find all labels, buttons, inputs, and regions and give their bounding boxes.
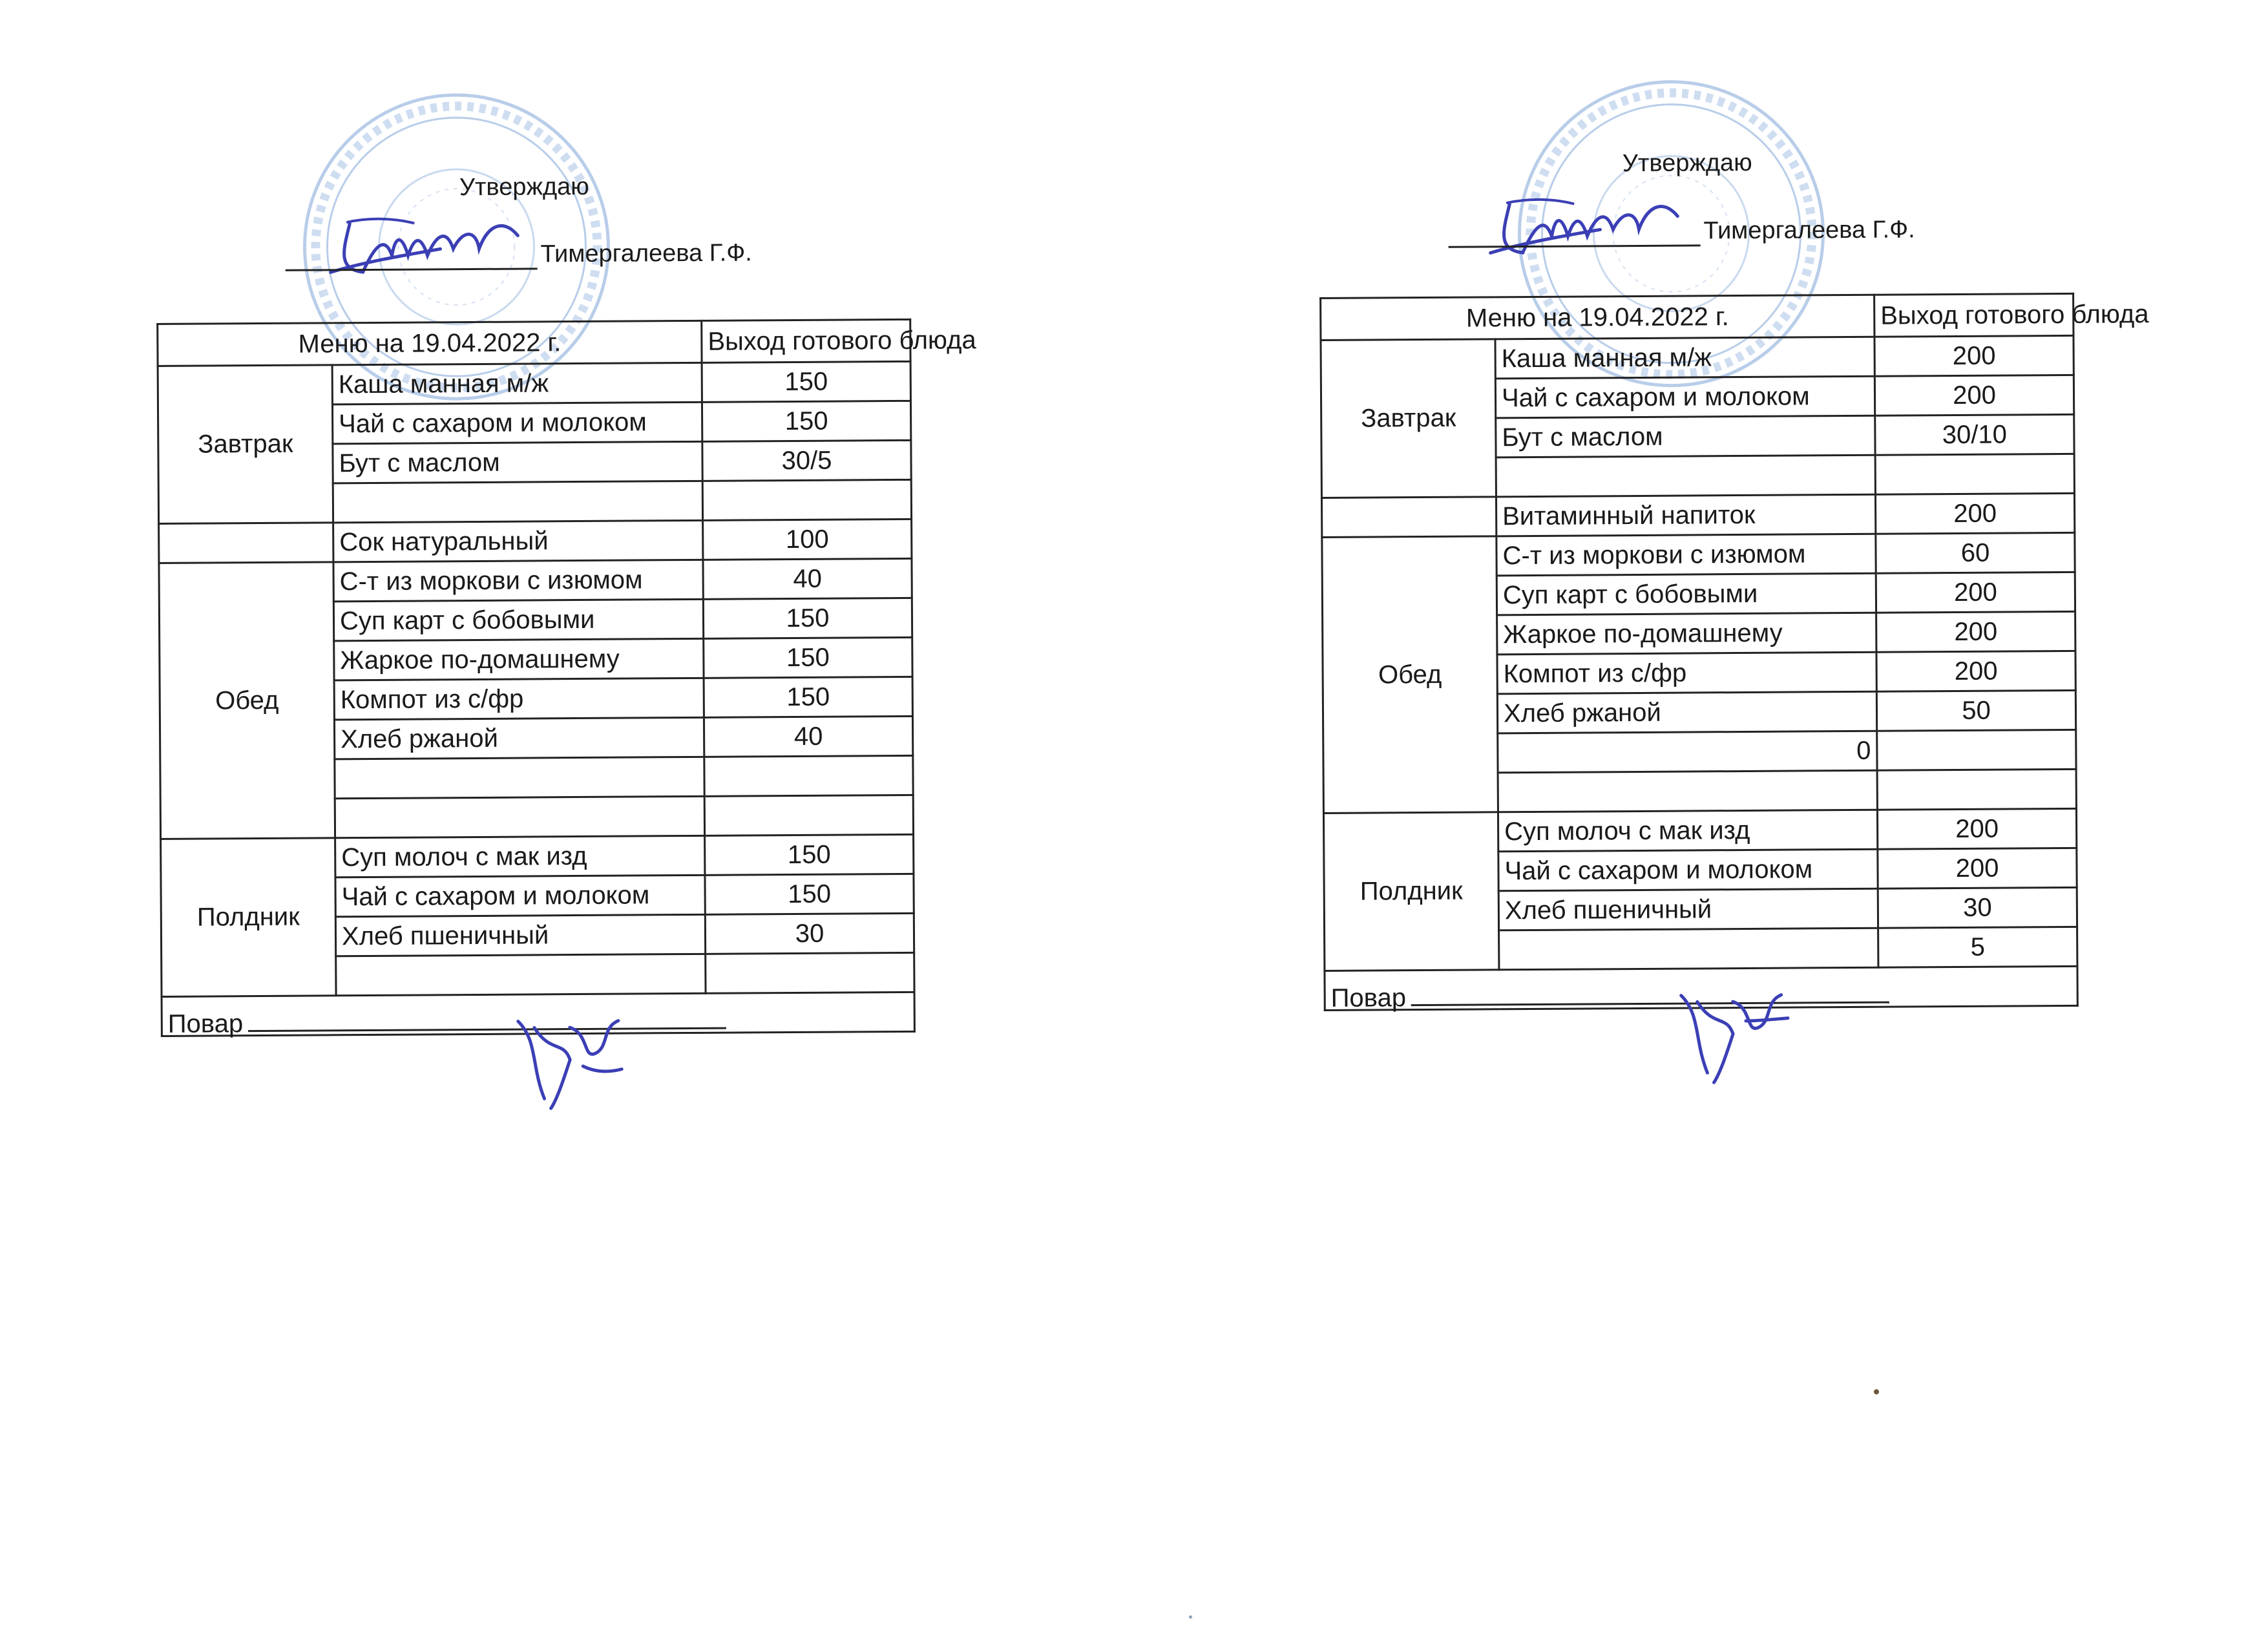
meal-label-breakfast: Завтрак <box>1321 339 1496 498</box>
meal-label-lunch: Обед <box>159 562 335 839</box>
dish-yield: 60 <box>1876 532 2075 573</box>
dish-yield <box>702 479 911 520</box>
director-signature-icon <box>324 209 531 288</box>
dish-yield: 150 <box>704 677 912 717</box>
dish-name: Суп молоч с мак изд <box>335 835 705 877</box>
dish-name <box>1496 455 1875 497</box>
dish-name: Чай с сахаром и молоком <box>1495 376 1874 418</box>
dish-name <box>335 757 704 798</box>
menu-sheet-right <box>1318 73 2149 1013</box>
dish-yield <box>704 795 913 835</box>
cook-label: Повар <box>1330 983 1407 1013</box>
cook-signature-icon <box>1662 976 1792 1086</box>
meal-label-afternoon: Полдник <box>161 838 336 997</box>
scan-speck <box>1189 1615 1192 1619</box>
dish-name <box>336 954 706 995</box>
dish-name: Компот из с/фр <box>1497 652 1876 694</box>
table-row <box>159 519 912 563</box>
menu-table <box>156 319 976 1038</box>
menu-sheet-left <box>155 86 976 1038</box>
dish-name: 0 <box>1498 731 1877 773</box>
dish-yield: 30/10 <box>1875 414 2074 455</box>
dish-yield: 100 <box>703 519 912 560</box>
table-row <box>1321 335 2074 379</box>
dish-yield: 150 <box>705 874 914 914</box>
table-row <box>159 558 912 602</box>
dish-name <box>335 796 704 837</box>
dish-name: Суп карт с бобовыми <box>1496 573 1876 615</box>
dish-name: Витаминный напиток <box>1496 494 1875 536</box>
table-header-row <box>1321 293 2074 340</box>
dish-name: Жаркое по-домашнему <box>1497 613 1876 655</box>
approval-block <box>1318 73 2075 310</box>
cook-signature-cell <box>1325 966 2077 1013</box>
dish-name: Сок натуральный <box>333 520 703 562</box>
menu-table <box>1319 293 2149 1013</box>
dish-yield: 150 <box>705 834 914 875</box>
meal-label-afternoon: Полдник <box>1323 812 1498 971</box>
approval-title: Утверждаю <box>459 173 589 202</box>
cook-signature-line <box>1411 1001 1889 1006</box>
dish-yield: 30/5 <box>702 440 911 481</box>
cook-signature-cell <box>162 992 914 1036</box>
dish-name: Бут с маслом <box>1496 415 1875 457</box>
yield-column-header: Выход готового блюда <box>702 319 910 362</box>
dish-yield: 200 <box>1876 611 2075 652</box>
cook-signature-icon <box>499 1002 629 1112</box>
approver-name: Тимергалеева Г.Ф. <box>540 239 752 268</box>
dish-yield: 200 <box>1876 651 2075 691</box>
dish-yield <box>1877 730 2076 770</box>
dish-name <box>1499 928 1878 970</box>
table-row <box>158 361 910 405</box>
dish-yield: 50 <box>1876 690 2075 731</box>
cook-signature-row <box>162 992 914 1036</box>
dish-yield: 200 <box>1876 572 2075 613</box>
dish-yield: 200 <box>1874 335 2074 376</box>
table-row <box>1321 493 2074 537</box>
dish-yield: 30 <box>705 913 914 954</box>
dish-name <box>333 481 702 522</box>
dish-name: Хлеб пшеничный <box>1498 888 1878 930</box>
dish-name: Жаркое по-домашнему <box>334 638 704 680</box>
dish-yield: 200 <box>1877 808 2076 849</box>
dish-name: Хлеб пшеничный <box>335 914 705 956</box>
meal-label-breakfast: Завтрак <box>158 365 333 524</box>
director-signature-icon <box>1484 190 1691 269</box>
dish-name: С-т из моркови с изюмом <box>1496 534 1876 576</box>
dish-name: Каша манная м/ж <box>332 362 702 404</box>
dish-yield: 5 <box>1878 927 2077 967</box>
yield-column-header: Выход готового блюда <box>1874 293 2074 337</box>
table-row <box>1322 532 2075 576</box>
dish-yield <box>1875 454 2074 494</box>
meal-label-empty <box>1321 497 1496 538</box>
dish-name: Чай с сахаром и молоком <box>1498 849 1878 891</box>
cook-label: Повар <box>167 1009 244 1038</box>
dish-yield: 200 <box>1874 375 2074 415</box>
approval-block <box>155 86 912 323</box>
dish-yield: 150 <box>703 598 912 638</box>
approval-title: Утверждаю <box>1622 149 1752 178</box>
dish-name: С-т из моркови с изюмом <box>333 560 703 601</box>
dish-name: Хлеб ржаной <box>334 717 704 759</box>
cook-signature-line <box>248 1027 726 1032</box>
dish-name: Каша манная м/ж <box>1495 337 1874 379</box>
dish-name: Суп карт с бобовыми <box>333 599 703 640</box>
dish-name <box>1498 770 1877 812</box>
dish-name: Суп молоч с мак изд <box>1498 810 1877 852</box>
dish-yield: 200 <box>1875 493 2074 534</box>
dish-yield: 150 <box>702 361 910 402</box>
meal-label-lunch: Обед <box>1322 536 1498 814</box>
dish-name: Хлеб ржаной <box>1497 691 1876 733</box>
dish-yield: 200 <box>1878 848 2077 888</box>
scan-speck <box>1874 1389 1879 1394</box>
dish-yield <box>704 755 913 796</box>
dish-name: Бут с маслом <box>333 441 702 483</box>
meal-label-empty <box>159 523 333 563</box>
table-row <box>161 834 914 878</box>
cook-signature-row <box>1325 966 2077 1010</box>
dish-name: Компот из с/фр <box>334 678 704 719</box>
approver-name: Тимергалеева Г.Ф. <box>1703 216 1915 245</box>
menu-date-title: Меню на 19.04.2022 г. <box>158 320 702 366</box>
table-header-row <box>158 319 910 366</box>
table-row <box>1323 808 2076 852</box>
menu-date-title: Меню на 19.04.2022 г. <box>1321 295 1874 340</box>
dish-yield: 40 <box>704 716 912 757</box>
dish-yield: 30 <box>1878 887 2077 928</box>
dish-yield: 150 <box>702 401 910 441</box>
dish-yield <box>706 952 914 993</box>
dish-yield: 150 <box>704 637 912 678</box>
dish-yield: 40 <box>703 558 912 599</box>
dish-yield <box>1877 769 2076 810</box>
dish-name: Чай с сахаром и молоком <box>332 402 702 443</box>
dish-name: Чай с сахаром и молоком <box>335 875 705 916</box>
